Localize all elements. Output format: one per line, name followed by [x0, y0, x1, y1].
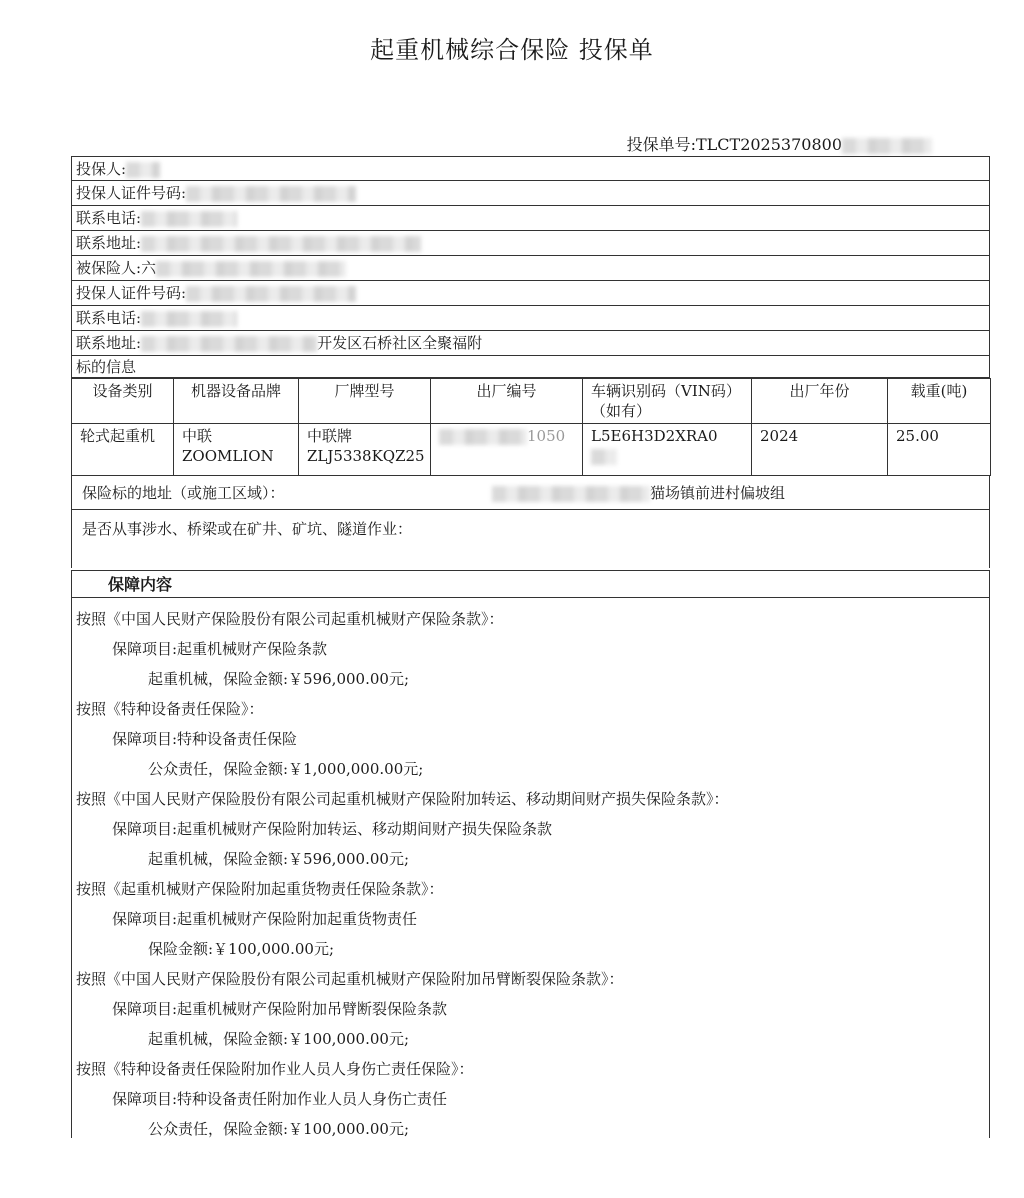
- coverage-item: 保障项目:特种设备责任附加作业人员人身伤亡责任: [112, 1090, 448, 1108]
- policy-number-value: TLCT2025370800: [695, 135, 842, 154]
- coverage-heading: 保障内容: [71, 570, 990, 598]
- redacted-block: [141, 236, 421, 252]
- insured-location-value: [492, 476, 785, 510]
- header-factory-no: 出厂编号: [431, 379, 583, 424]
- insured-phone-label: 联系电话:: [76, 309, 142, 327]
- cell-model-line2: ZLJ5338KQZ25: [307, 447, 425, 465]
- coverage-amount: 起重机械，保险金额:￥596,000.00元;: [148, 670, 409, 688]
- coverage-item: 保障项目:起重机械财产保险附加吊臂断裂保险条款: [112, 1000, 448, 1018]
- redacted-block: [186, 286, 356, 302]
- header-brand: 机器设备品牌: [174, 379, 299, 424]
- subject-table-row: [72, 424, 991, 476]
- coverage-amount: 公众责任，保险金额:￥100,000.00元;: [148, 1120, 409, 1138]
- insured-id-row: [71, 281, 990, 306]
- applicant-phone-label: 联系电话:: [76, 209, 142, 227]
- redacted-block: [186, 186, 356, 202]
- cell-factory-no-visible: 1050: [527, 427, 566, 445]
- applicant-name-label: 投保人:: [76, 160, 127, 178]
- coverage-clause: 按照《中国人民财产保险股份有限公司起重机械财产保险附加吊臂断裂保险条款》：: [76, 970, 624, 988]
- coverage-item: 保障项目:起重机械财产保险附加起重货物责任: [112, 910, 418, 928]
- redacted-block: [492, 486, 650, 502]
- redacted-block: [141, 336, 317, 352]
- insured-location-label: 保险标的地址（或施工区域）：: [82, 484, 285, 502]
- insured-address-visible: 开发区石桥社区全聚福附: [317, 334, 483, 352]
- insured-location-row: [71, 476, 990, 510]
- applicant-id-label: 投保人证件号码:: [76, 184, 187, 202]
- insured-name-prefix: 六: [141, 259, 157, 277]
- coverage-item: 保障项目:特种设备责任保险: [112, 730, 298, 748]
- insured-name-row: [71, 256, 990, 281]
- applicant-phone-row: [71, 206, 990, 231]
- water-work-question: 是否从事涉水、桥梁或在矿井、矿坑、隧道作业：: [71, 510, 990, 568]
- applicant-address-row: [71, 231, 990, 256]
- coverage-amount: 起重机械，保险金额:￥100,000.00元;: [148, 1030, 409, 1048]
- header-vin: 车辆识别码（VIN码）（如有）: [583, 379, 752, 424]
- policy-number: [627, 132, 932, 155]
- insured-address-row: [71, 331, 990, 356]
- cell-model: [299, 424, 431, 476]
- subject-section-heading: 标的信息: [71, 356, 990, 378]
- insured-address-label: 联系地址:: [76, 334, 142, 352]
- redacted-block: [126, 162, 160, 178]
- cell-factory-no: [431, 424, 583, 476]
- cell-category: 轮式起重机: [72, 424, 174, 476]
- cell-brand: 中联ZOOMLION: [174, 424, 299, 476]
- redacted-block: [842, 138, 932, 154]
- application-form: [71, 156, 990, 1138]
- coverage-clause: 按照《起重机械财产保险附加起重货物责任保险条款》：: [76, 880, 444, 898]
- coverage-clause: 按照《特种设备责任保险》：: [76, 700, 264, 718]
- cell-load: 25.00: [888, 424, 991, 476]
- cell-vin: [583, 424, 752, 476]
- redacted-block: [591, 449, 617, 465]
- header-category: 设备类别: [72, 379, 174, 424]
- cell-vin-value: L5E6H3D2XRA0: [591, 427, 718, 445]
- coverage-clause: 按照《中国人民财产保险股份有限公司起重机械财产保险附加转运、移动期间财产损失保险条款》：: [76, 790, 729, 808]
- cell-model-line1: 中联牌: [307, 427, 353, 445]
- coverage-amount: 起重机械，保险金额:￥596,000.00元;: [148, 850, 409, 868]
- insured-phone-row: [71, 306, 990, 331]
- subject-table-header: [72, 379, 991, 424]
- coverage-list: [71, 598, 990, 1138]
- coverage-item: 保障项目:起重机械财产保险附加转运、移动期间财产损失保险条款: [112, 820, 553, 838]
- insured-name-label: 被保险人:: [76, 259, 142, 277]
- redacted-block: [439, 429, 527, 445]
- insured-location-visible: 猫场镇前进村偏坡组: [650, 484, 786, 502]
- coverage-amount: 公众责任，保险金额:￥1,000,000.00元;: [148, 760, 424, 778]
- applicant-id-row: [71, 181, 990, 206]
- policy-number-label: 投保单号:: [626, 135, 696, 154]
- redacted-block: [141, 311, 237, 327]
- coverage-amount: 保险金额:￥100,000.00元;: [148, 940, 334, 958]
- insured-id-label: 投保人证件号码:: [76, 284, 187, 302]
- redacted-block: [156, 261, 346, 277]
- coverage-clause: 按照《特种设备责任保险附加作业人员人身伤亡责任保险》：: [76, 1060, 474, 1078]
- applicant-name-row: [71, 156, 990, 181]
- header-year: 出厂年份: [752, 379, 888, 424]
- document-title: 起重机械综合保险 投保单: [370, 36, 654, 64]
- coverage-item: 保障项目:起重机械财产保险条款: [112, 640, 328, 658]
- header-load: 载重(吨): [888, 379, 991, 424]
- redacted-block: [141, 211, 237, 227]
- subject-table: [71, 378, 991, 476]
- coverage-clause: 按照《中国人民财产保险股份有限公司起重机械财产保险条款》：: [76, 610, 504, 628]
- cell-year: 2024: [752, 424, 888, 476]
- header-model: 厂牌型号: [299, 379, 431, 424]
- applicant-address-label: 联系地址:: [76, 234, 142, 252]
